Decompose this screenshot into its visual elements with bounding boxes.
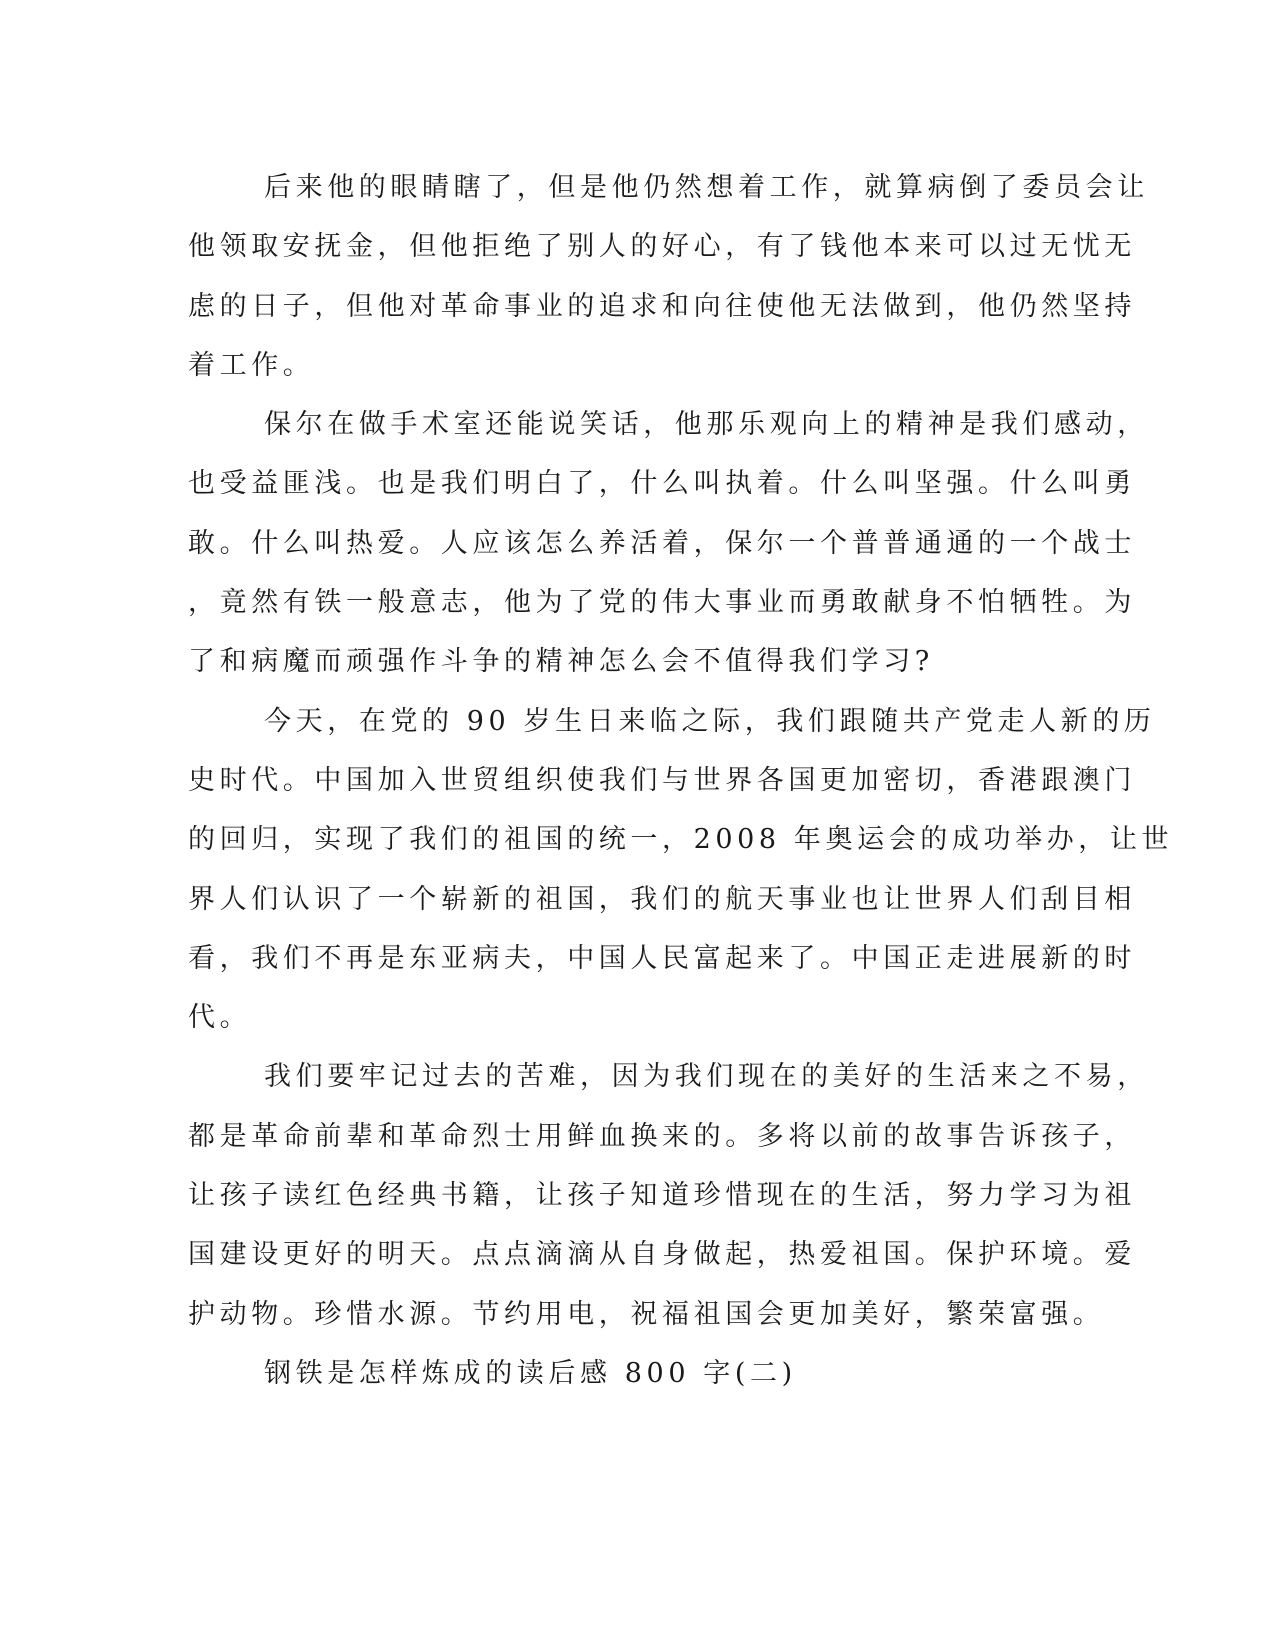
text-line: ，竟然有铁一般意志，他为了党的伟大事业而勇敢献身不怕牺牲。为: [188, 587, 1136, 619]
text-line: 代。: [188, 1002, 252, 1034]
text-line: 也受益匪浅。也是我们明白了，什么叫执着。什么叫坚强。什么叫勇: [188, 468, 1136, 500]
paragraph-first-line: 钢铁是怎样炼成的读后感 800 字(二): [264, 1357, 797, 1389]
text-line: 着工作。: [188, 349, 315, 381]
text-line: 虑的日子，但他对革命事业的追求和向往使他无法做到，他仍然坚持: [188, 290, 1136, 322]
paragraph-first-line: 保尔在做手术室还能说笑话，他那乐观向上的精神是我们感动，: [264, 409, 1149, 441]
text-line: 让孩子读红色经典书籍，让孩子知道珍惜现在的生活，努力学习为祖: [188, 1180, 1136, 1212]
paragraph-first-line: 今天，在党的 90 岁生日来临之际，我们跟随共产党走人新的历: [264, 705, 1156, 737]
body-text: [188, 158, 1174, 1403]
text-line: 护动物。珍惜水源。节约用电，祝福祖国会更加美好，繁荣富强。: [188, 1298, 1105, 1330]
text-line: 国建设更好的明天。点点滴滴从自身做起，热爱祖国。保护环境。爱: [188, 1239, 1136, 1271]
text-line: 敢。什么叫热爱。人应该怎么养活着，保尔一个普普通通的一个战士: [188, 527, 1136, 559]
paragraph-first-line: 我们要牢记过去的苦难，因为我们现在的美好的生活来之不易，: [264, 1061, 1149, 1093]
paragraph-first-line: 后来他的眼睛瞎了，但是他仍然想着工作，就算病倒了委员会让: [264, 172, 1149, 203]
text-line: 的回归，实现了我们的祖国的统一，2008 年奥运会的成功举办，让世: [188, 824, 1174, 856]
text-line: 他领取安抚金，但他拒绝了别人的好心，有了钱他本来可以过无忧无: [188, 231, 1136, 263]
text-line: 界人们认识了一个崭新的祖国，我们的航天事业也让世界人们刮目相: [188, 883, 1136, 915]
text-line: 史时代。中国加入世贸组织使我们与世界各国更加密切，香港跟澳门: [188, 764, 1136, 796]
text-line: 都是革命前辈和革命烈士用鲜血换来的。多将以前的故事告诉孩子，: [188, 1120, 1136, 1152]
text-line: 看，我们不再是东亚病夫，中国人民富起来了。中国正走进展新的时: [188, 942, 1136, 974]
text-line: 了和病魔而顽强作斗争的精神怎么会不值得我们学习?: [188, 646, 934, 678]
